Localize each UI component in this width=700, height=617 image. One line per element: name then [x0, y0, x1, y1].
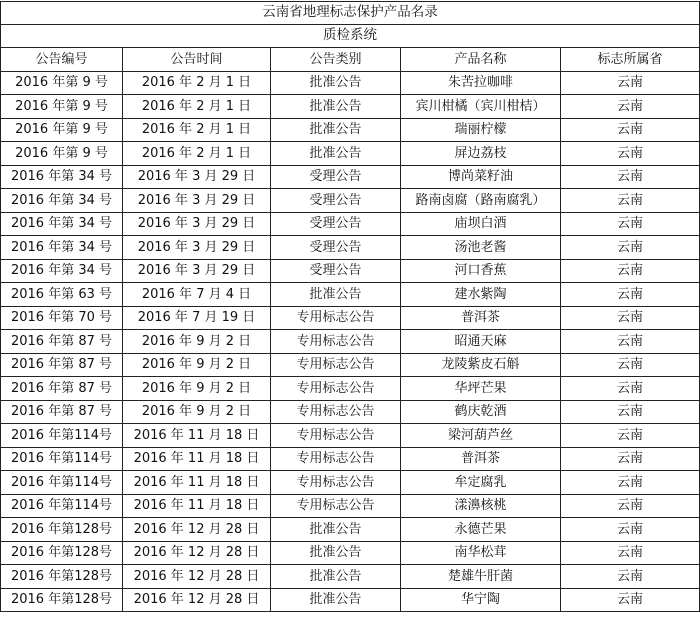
table-row [1, 518, 700, 542]
announcement-date-cell: 2016 年 9 月 2 日 [123, 353, 271, 377]
province-cell: 云南 [561, 259, 700, 283]
announcement-number-cell: 2016 年第114号 [1, 424, 123, 448]
announcement-date-cell: 2016 年 12 月 28 日 [123, 588, 271, 612]
table-row [1, 236, 700, 260]
province-cell: 云南 [561, 118, 700, 142]
product-name-cell: 普洱茶 [401, 306, 561, 330]
announcement-type-cell: 批准公告 [271, 142, 401, 166]
province-cell: 云南 [561, 588, 700, 612]
province-cell: 云南 [561, 142, 700, 166]
table-row [1, 306, 700, 330]
announcement-date-cell: 2016 年 12 月 28 日 [123, 518, 271, 542]
province-cell: 云南 [561, 565, 700, 589]
announcement-type-cell: 批准公告 [271, 588, 401, 612]
announcement-date-cell: 2016 年 11 月 18 日 [123, 447, 271, 471]
column-header-announcement-date: 公告时间 [123, 48, 271, 72]
product-name-cell: 昭通天麻 [401, 330, 561, 354]
product-name-cell: 建水紫陶 [401, 283, 561, 307]
province-cell: 云南 [561, 71, 700, 95]
announcement-type-cell: 专用标志公告 [271, 400, 401, 424]
column-header-product-name: 产品名称 [401, 48, 561, 72]
announcement-number-cell: 2016 年第114号 [1, 447, 123, 471]
announcement-number-cell: 2016 年第 87 号 [1, 353, 123, 377]
product-name-cell: 梁河葫芦丝 [401, 424, 561, 448]
announcement-type-cell: 专用标志公告 [271, 447, 401, 471]
province-cell: 云南 [561, 95, 700, 119]
province-cell: 云南 [561, 236, 700, 260]
announcement-date-cell: 2016 年 9 月 2 日 [123, 330, 271, 354]
announcement-number-cell: 2016 年第 34 号 [1, 165, 123, 189]
province-cell: 云南 [561, 494, 700, 518]
announcement-date-cell: 2016 年 11 月 18 日 [123, 471, 271, 495]
announcement-date-cell: 2016 年 2 月 1 日 [123, 142, 271, 166]
announcement-type-cell: 专用标志公告 [271, 306, 401, 330]
announcement-date-cell: 2016 年 2 月 1 日 [123, 118, 271, 142]
product-name-cell: 博尚菜籽油 [401, 165, 561, 189]
column-header-announcement-type: 公告类别 [271, 48, 401, 72]
announcement-number-cell: 2016 年第 9 号 [1, 142, 123, 166]
announcement-date-cell: 2016 年 3 月 29 日 [123, 212, 271, 236]
product-name-cell: 屏边荔枝 [401, 142, 561, 166]
product-name-cell: 华宁陶 [401, 588, 561, 612]
product-name-cell: 庙坝白酒 [401, 212, 561, 236]
announcement-number-cell: 2016 年第128号 [1, 518, 123, 542]
province-cell: 云南 [561, 400, 700, 424]
product-name-cell: 南华松茸 [401, 541, 561, 565]
subtitle-row [1, 25, 700, 48]
announcement-date-cell: 2016 年 2 月 1 日 [123, 71, 271, 95]
announcement-type-cell: 批准公告 [271, 541, 401, 565]
title-row [1, 2, 700, 25]
table-title: 云南省地理标志保护产品名录 [1, 2, 700, 25]
announcement-type-cell: 批准公告 [271, 95, 401, 119]
product-name-cell: 龙陵紫皮石斛 [401, 353, 561, 377]
product-name-cell: 漾濞核桃 [401, 494, 561, 518]
announcement-type-cell: 专用标志公告 [271, 377, 401, 401]
table-row [1, 377, 700, 401]
province-cell: 云南 [561, 424, 700, 448]
table-row [1, 588, 700, 612]
announcement-date-cell: 2016 年 9 月 2 日 [123, 377, 271, 401]
announcement-type-cell: 受理公告 [271, 165, 401, 189]
announcement-type-cell: 批准公告 [271, 283, 401, 307]
table-row [1, 541, 700, 565]
province-cell: 云南 [561, 283, 700, 307]
announcement-date-cell: 2016 年 12 月 28 日 [123, 565, 271, 589]
table-row [1, 95, 700, 119]
table-subtitle: 质检系统 [1, 25, 700, 48]
announcement-type-cell: 批准公告 [271, 565, 401, 589]
province-cell: 云南 [561, 541, 700, 565]
province-cell: 云南 [561, 471, 700, 495]
announcement-date-cell: 2016 年 7 月 4 日 [123, 283, 271, 307]
table-row [1, 165, 700, 189]
announcement-type-cell: 受理公告 [271, 189, 401, 213]
product-directory-table [0, 1, 700, 612]
header-row [1, 48, 700, 72]
product-name-cell: 楚雄牛肝菌 [401, 565, 561, 589]
table-row [1, 565, 700, 589]
announcement-type-cell: 专用标志公告 [271, 424, 401, 448]
product-name-cell: 汤池老酱 [401, 236, 561, 260]
announcement-type-cell: 批准公告 [271, 518, 401, 542]
table-row [1, 424, 700, 448]
column-header-province: 标志所属省 [561, 48, 700, 72]
table-row [1, 118, 700, 142]
announcement-number-cell: 2016 年第 34 号 [1, 259, 123, 283]
announcement-type-cell: 专用标志公告 [271, 330, 401, 354]
table-row [1, 259, 700, 283]
product-name-cell: 永德芒果 [401, 518, 561, 542]
announcement-date-cell: 2016 年 2 月 1 日 [123, 95, 271, 119]
announcement-date-cell: 2016 年 3 月 29 日 [123, 236, 271, 260]
product-name-cell: 华坪芒果 [401, 377, 561, 401]
table-row [1, 142, 700, 166]
announcement-date-cell: 2016 年 12 月 28 日 [123, 541, 271, 565]
announcement-number-cell: 2016 年第 9 号 [1, 95, 123, 119]
announcement-date-cell: 2016 年 9 月 2 日 [123, 400, 271, 424]
announcement-date-cell: 2016 年 3 月 29 日 [123, 189, 271, 213]
announcement-type-cell: 受理公告 [271, 259, 401, 283]
announcement-date-cell: 2016 年 3 月 29 日 [123, 165, 271, 189]
province-cell: 云南 [561, 189, 700, 213]
table-row [1, 471, 700, 495]
table-row [1, 494, 700, 518]
announcement-date-cell: 2016 年 11 月 18 日 [123, 424, 271, 448]
announcement-number-cell: 2016 年第 34 号 [1, 236, 123, 260]
table-row [1, 71, 700, 95]
announcement-type-cell: 受理公告 [271, 236, 401, 260]
announcement-number-cell: 2016 年第 63 号 [1, 283, 123, 307]
province-cell: 云南 [561, 330, 700, 354]
product-name-cell: 牟定腐乳 [401, 471, 561, 495]
column-header-announcement-number: 公告编号 [1, 48, 123, 72]
announcement-type-cell: 受理公告 [271, 212, 401, 236]
announcement-number-cell: 2016 年第128号 [1, 565, 123, 589]
announcement-number-cell: 2016 年第128号 [1, 541, 123, 565]
announcement-number-cell: 2016 年第 34 号 [1, 189, 123, 213]
province-cell: 云南 [561, 353, 700, 377]
announcement-number-cell: 2016 年第 87 号 [1, 377, 123, 401]
product-name-cell: 朱苦拉咖啡 [401, 71, 561, 95]
announcement-type-cell: 专用标志公告 [271, 353, 401, 377]
announcement-number-cell: 2016 年第 9 号 [1, 118, 123, 142]
announcement-number-cell: 2016 年第 87 号 [1, 330, 123, 354]
announcement-date-cell: 2016 年 7 月 19 日 [123, 306, 271, 330]
product-name-cell: 瑞丽柠檬 [401, 118, 561, 142]
product-name-cell: 路南卤腐（路南腐乳） [401, 189, 561, 213]
announcement-type-cell: 批准公告 [271, 71, 401, 95]
province-cell: 云南 [561, 212, 700, 236]
province-cell: 云南 [561, 306, 700, 330]
product-name-cell: 鹤庆乾酒 [401, 400, 561, 424]
table-row [1, 212, 700, 236]
announcement-number-cell: 2016 年第114号 [1, 471, 123, 495]
announcement-date-cell: 2016 年 3 月 29 日 [123, 259, 271, 283]
province-cell: 云南 [561, 518, 700, 542]
announcement-type-cell: 批准公告 [271, 118, 401, 142]
table-row [1, 189, 700, 213]
product-name-cell: 河口香蕉 [401, 259, 561, 283]
announcement-date-cell: 2016 年 11 月 18 日 [123, 494, 271, 518]
product-name-cell: 普洱茶 [401, 447, 561, 471]
province-cell: 云南 [561, 447, 700, 471]
province-cell: 云南 [561, 165, 700, 189]
announcement-number-cell: 2016 年第114号 [1, 494, 123, 518]
province-cell: 云南 [561, 377, 700, 401]
announcement-number-cell: 2016 年第 70 号 [1, 306, 123, 330]
announcement-number-cell: 2016 年第 87 号 [1, 400, 123, 424]
announcement-number-cell: 2016 年第 9 号 [1, 71, 123, 95]
table-row [1, 400, 700, 424]
table-row [1, 283, 700, 307]
table-row [1, 447, 700, 471]
announcement-type-cell: 专用标志公告 [271, 494, 401, 518]
announcement-number-cell: 2016 年第128号 [1, 588, 123, 612]
product-name-cell: 宾川柑橘（宾川柑桔） [401, 95, 561, 119]
announcement-number-cell: 2016 年第 34 号 [1, 212, 123, 236]
announcement-type-cell: 专用标志公告 [271, 471, 401, 495]
table-row [1, 353, 700, 377]
table-body [1, 71, 700, 612]
table-row [1, 330, 700, 354]
